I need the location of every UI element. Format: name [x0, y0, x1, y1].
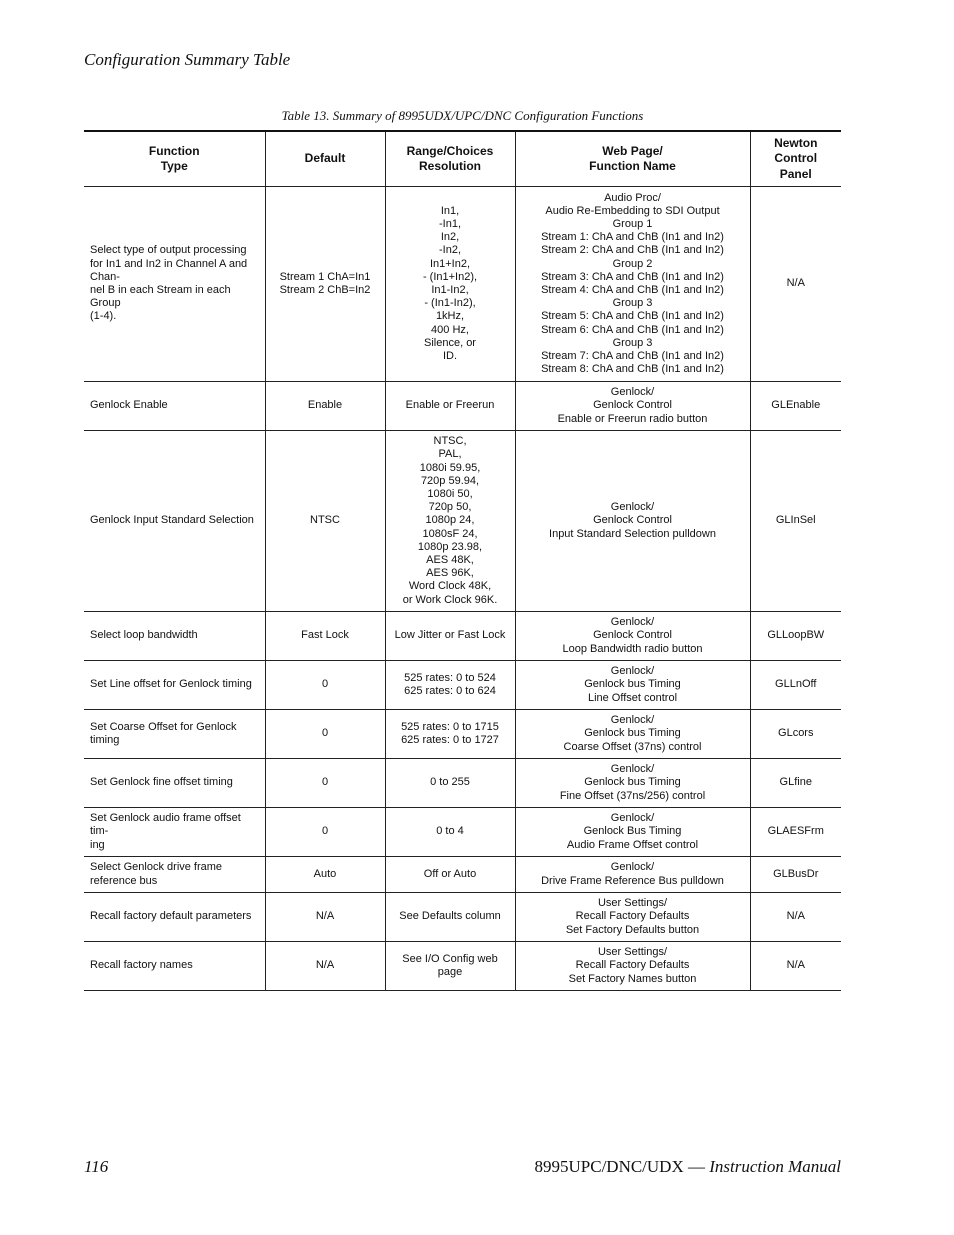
cell-range: 525 rates: 0 to 524 625 rates: 0 to 624 [385, 661, 515, 710]
cell-panel: GLcors [750, 710, 841, 759]
cell-range: In1, -In1, In2, -In2, In1+In2, - (In1+In2), In1-In2, - (In1-In2), 1kHz, 400 Hz, Silence, or ID. [385, 187, 515, 382]
cell-panel: GLLoopBW [750, 612, 841, 661]
column-header-range-choices: Range/Choices Resolution [385, 131, 515, 187]
cell-default: N/A [265, 942, 385, 991]
cell-range: 0 to 255 [385, 759, 515, 808]
cell-range: Off or Auto [385, 857, 515, 893]
cell-panel: GLfine [750, 759, 841, 808]
cell-web-page: User Settings/ Recall Factory Defaults Set Factory Defaults button [515, 893, 750, 942]
cell-web-page: Genlock/ Genlock Control Loop Bandwidth radio button [515, 612, 750, 661]
column-header-default: Default [265, 131, 385, 187]
table-row [84, 857, 841, 893]
table-row [84, 710, 841, 759]
cell-default: 0 [265, 808, 385, 857]
cell-web-page: Genlock/ Genlock Bus Timing Audio Frame Offset control [515, 808, 750, 857]
cell-panel: GLEnable [750, 382, 841, 431]
cell-function: Select Genlock drive frame reference bus [84, 857, 265, 893]
table-row [84, 612, 841, 661]
cell-function: Genlock Enable [84, 382, 265, 431]
cell-default: 0 [265, 661, 385, 710]
cell-default: Auto [265, 857, 385, 893]
cell-function: Select type of output processing for In1 and In2 in Channel A and Chan- nel B in each Stream in each Group (1-4). [84, 187, 265, 382]
footer-product: 8995UPC/DNC/UDX [534, 1157, 684, 1176]
cell-panel: N/A [750, 893, 841, 942]
footer-manual-title [535, 1157, 842, 1177]
cell-panel: GLLnOff [750, 661, 841, 710]
cell-function: Select loop bandwidth [84, 612, 265, 661]
cell-function: Set Genlock fine offset timing [84, 759, 265, 808]
cell-web-page: User Settings/ Recall Factory Defaults Set Factory Names button [515, 942, 750, 991]
table-row [84, 893, 841, 942]
cell-range: See Defaults column [385, 893, 515, 942]
cell-range: Enable or Freerun [385, 382, 515, 431]
cell-range: 0 to 4 [385, 808, 515, 857]
table-row [84, 808, 841, 857]
table-row [84, 382, 841, 431]
cell-panel: N/A [750, 187, 841, 382]
cell-function: Genlock Input Standard Selection [84, 431, 265, 612]
table-header [84, 131, 841, 187]
section-header-title: Configuration Summary Table [84, 50, 291, 69]
table-row [84, 759, 841, 808]
table-body [84, 187, 841, 991]
cell-panel: N/A [750, 942, 841, 991]
table-row [84, 942, 841, 991]
table-caption: Table 13. Summary of 8995UDX/UPC/DNC Configuration Functions [281, 108, 644, 123]
cell-default: Stream 1 ChA=In1 Stream 2 ChB=In2 [265, 187, 385, 382]
cell-default: N/A [265, 893, 385, 942]
cell-range: See I/O Config web page [385, 942, 515, 991]
cell-web-page: Genlock/ Genlock bus Timing Line Offset control [515, 661, 750, 710]
cell-function: Set Line offset for Genlock timing [84, 661, 265, 710]
cell-web-page: Genlock/ Genlock Control Enable or Freerun radio button [515, 382, 750, 431]
configuration-summary-table [84, 130, 841, 991]
cell-web-page: Genlock/ Genlock bus Timing Fine Offset (37ns/256) control [515, 759, 750, 808]
cell-web-page: Genlock/ Genlock bus Timing Coarse Offset (37ns) control [515, 710, 750, 759]
table-row [84, 431, 841, 612]
cell-range: NTSC, PAL, 1080i 59.95, 720p 59.94, 1080i 50, 720p 50, 1080p 24, 1080sF 24, 1080p 23.98, AES 48K, AES 96K, Word Clock 48K, or Work Clock 96K. [385, 431, 515, 612]
cell-range: Low Jitter or Fast Lock [385, 612, 515, 661]
footer-separator: — [683, 1157, 710, 1176]
header-row [84, 131, 841, 187]
cell-panel: GLBusDr [750, 857, 841, 893]
cell-web-page: Audio Proc/ Audio Re-Embedding to SDI Output Group 1 Stream 1: ChA and ChB (In1 and In2) Stream 2: ChA and ChB (In1 and In2) Group 2 Stream 3: ChA and ChB (In1 and In2) Stream 4: ChA and ChB (In1 and In2) Group 3 Stream 5: ChA and ChB (In1 and In2) Stream 6: ChA and ChB (In1 and In2) Group 3 Stream 7: ChA and ChB (In1 and In2) Stream 8: ChA and ChB (In1 and In2) [515, 187, 750, 382]
table-row [84, 661, 841, 710]
table-row [84, 187, 841, 382]
column-header-newton-panel: Newton Control Panel [750, 131, 841, 187]
footer-manual: Instruction Manual [709, 1157, 841, 1176]
cell-function: Set Coarse Offset for Genlock timing [84, 710, 265, 759]
cell-default: 0 [265, 710, 385, 759]
cell-function: Set Genlock audio frame offset tim- ing [84, 808, 265, 857]
cell-default: Enable [265, 382, 385, 431]
cell-default: 0 [265, 759, 385, 808]
cell-default: Fast Lock [265, 612, 385, 661]
cell-function: Recall factory names [84, 942, 265, 991]
cell-panel: GLInSel [750, 431, 841, 612]
cell-default: NTSC [265, 431, 385, 612]
cell-panel: GLAESFrm [750, 808, 841, 857]
cell-function: Recall factory default parameters [84, 893, 265, 942]
cell-web-page: Genlock/ Drive Frame Reference Bus pulldown [515, 857, 750, 893]
cell-web-page: Genlock/ Genlock Control Input Standard Selection pulldown [515, 431, 750, 612]
column-header-function-type: Function Type [84, 131, 265, 187]
cell-range: 525 rates: 0 to 1715 625 rates: 0 to 1727 [385, 710, 515, 759]
column-header-web-page: Web Page/ Function Name [515, 131, 750, 187]
page-number: 116 [84, 1157, 109, 1176]
